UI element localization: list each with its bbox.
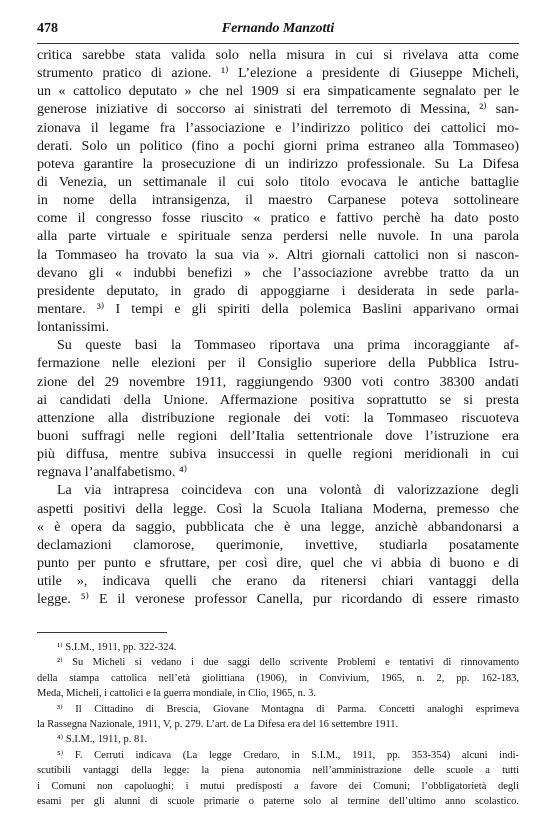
footnotes (37, 640, 519, 809)
footnote-line: ⁴⁾ S.I.M., 1911, p. 81. (57, 734, 148, 746)
body-line: alla parte virtuale e spirituale senza perdersi nelle nuvole. In una parola (37, 229, 519, 245)
footnote-line: Meda, Micheli, i cattolici e la guerra mondiale, in Clio, 1965, n. 3. (37, 688, 317, 700)
body-line: La via intrapresa coincideva con una volontà di valorizzazione degli (57, 483, 519, 499)
footnote-line: esami per gli alunni di scuole primarie o paterne solo al termine dell’ultimo anno scolastico. (37, 795, 519, 807)
footnote-line: scutibili vantaggi della legge: la piena autonomia nell’amministrazione delle scuole a tutti (37, 765, 519, 777)
page-number: 478 (37, 21, 58, 36)
body-line: devano gli « indubbi benefizi » che l’associazione avrebbe tratto da un (37, 265, 519, 281)
body-line: come il congresso fosse riuscito « pratico e fattivo perchè ha dato posto (37, 211, 519, 227)
body-line: Su queste basi la Tommaseo riportava una prima incoraggiante af- (57, 338, 519, 354)
running-head-author: Fernando Manzotti (221, 21, 335, 36)
footnote-line: ⁵⁾ F. Cerruti indicava (La legge Credaro, in S.I.M., 1911, pp. 353-354) alcuni indi- (57, 749, 519, 761)
footnote-separator (37, 632, 167, 633)
body-line: zione del 29 novembre 1911, raggiungendo 9300 voti contro 38300 andati (37, 374, 519, 390)
body-line: punto per punto e sfruttare, per così dire, quel che vi abbia di buono e di (37, 555, 519, 571)
body-line: buoni suffragi nelle regioni dell’Italia settentrionale dove l’istruzione era (37, 428, 519, 444)
footnote-line: i Comuni non capoluoghi; i mutui predisposti a favore dei Comuni; l’obbligatorietà degli (37, 780, 519, 792)
body-line: utile », indicava quelli che erano da ritenersi chiari vantaggi della (37, 574, 519, 590)
body-line: derati. Solo un politico (fino a pochi giorni prima estraneo alla Tommaseo) (37, 138, 519, 154)
body-line: « è opera da saggio, pubblicata che è una legge, anzichè abbandonarsi a (37, 519, 519, 535)
footnote-line: ²⁾ Su Micheli si vedano i due saggi dello scrivente Problemi e tentativi di rinnovamento (57, 657, 519, 669)
body-line: poteva garantire la prosecuzione di un indirizzo professionale. Su La Difesa (37, 156, 519, 172)
body-line: declamazioni clamorose, querimonie, invettive, studiarla posatamente (37, 537, 519, 553)
body-line: un « cattolico deputato » che nel 1909 si era simpaticamente segnalato per le (37, 84, 519, 100)
body-line: strumento pratico di azione. ¹⁾ L’elezione a presidente di Giuseppe Micheli, (37, 66, 519, 82)
body-line: zionava il legame fra l’associazione e l’indirizzo politico dei cattolici mo- (37, 120, 519, 136)
footnote-line: la Rassegna Nazionale, 1911, V, p. 279. L’art. de La Difesa era del 16 settembre 1911. (37, 718, 399, 730)
body-line: presidente deputato, in grado di appoggiarne i desiderata in sede parla- (37, 283, 519, 299)
footnote-line: ³⁾ Il Cittadino di Brescia, Giovane Montagna di Parma. Concetti analoghi esprimeva (57, 703, 519, 715)
body-text (37, 47, 519, 609)
body-line: attenzione alla distribuzione regionale dei voti: la Tommaseo riscuoteva (37, 410, 519, 426)
body-line: aspetti positivi della legge. Così la Scuola Italiana Moderna, premesso che (37, 501, 519, 517)
body-line: di Venezia, un settimanale il cui solo titolo evocava le antiche battaglie (37, 174, 519, 190)
body-line: generose iniziative di soccorso ai sinistrati del terremoto di Messina, ²⁾ san- (37, 102, 519, 118)
body-line: in nome della intransigenza, il maestro Carpanese poteva sottolineare (37, 193, 519, 209)
body-line: legge. ⁵⁾ E il veronese professor Canella, pur ricordando di essere rimasto (37, 592, 519, 608)
body-line: critica sarebbe stata valida solo nella misura in cui si rivelava atta come (37, 48, 519, 63)
footnote-line: della stampa cattolica nell’età giolittiana (1906), in Convivium, 1965, n. 2, pp. 162-183, (37, 672, 519, 684)
body-line: mentare. ³⁾ I tempi e gli spiriti della polemica Baslini apparivano ormai (37, 301, 519, 317)
body-line: più diffusa, mentre subiva insuccessi in quelle regioni meridionali in cui (37, 447, 519, 463)
body-line: fermazione nelle elezioni per il Consiglio superiore della Pubblica Istru- (37, 356, 519, 372)
header-rule (37, 43, 519, 44)
body-line: lontanissimi. (37, 320, 109, 336)
body-line: regnava l’analfabetismo. ⁴⁾ (37, 465, 188, 481)
body-line: la Tommaseo ha trovato la sua via ». Altri giornali cattolici non si nascon- (37, 247, 519, 263)
body-line: ai candidati della Unione. Affermazione positiva soprattutto se si presta (37, 392, 519, 408)
page-header (37, 20, 519, 42)
footnote-line: ¹⁾ S.I.M., 1911, pp. 322-324. (57, 642, 177, 653)
